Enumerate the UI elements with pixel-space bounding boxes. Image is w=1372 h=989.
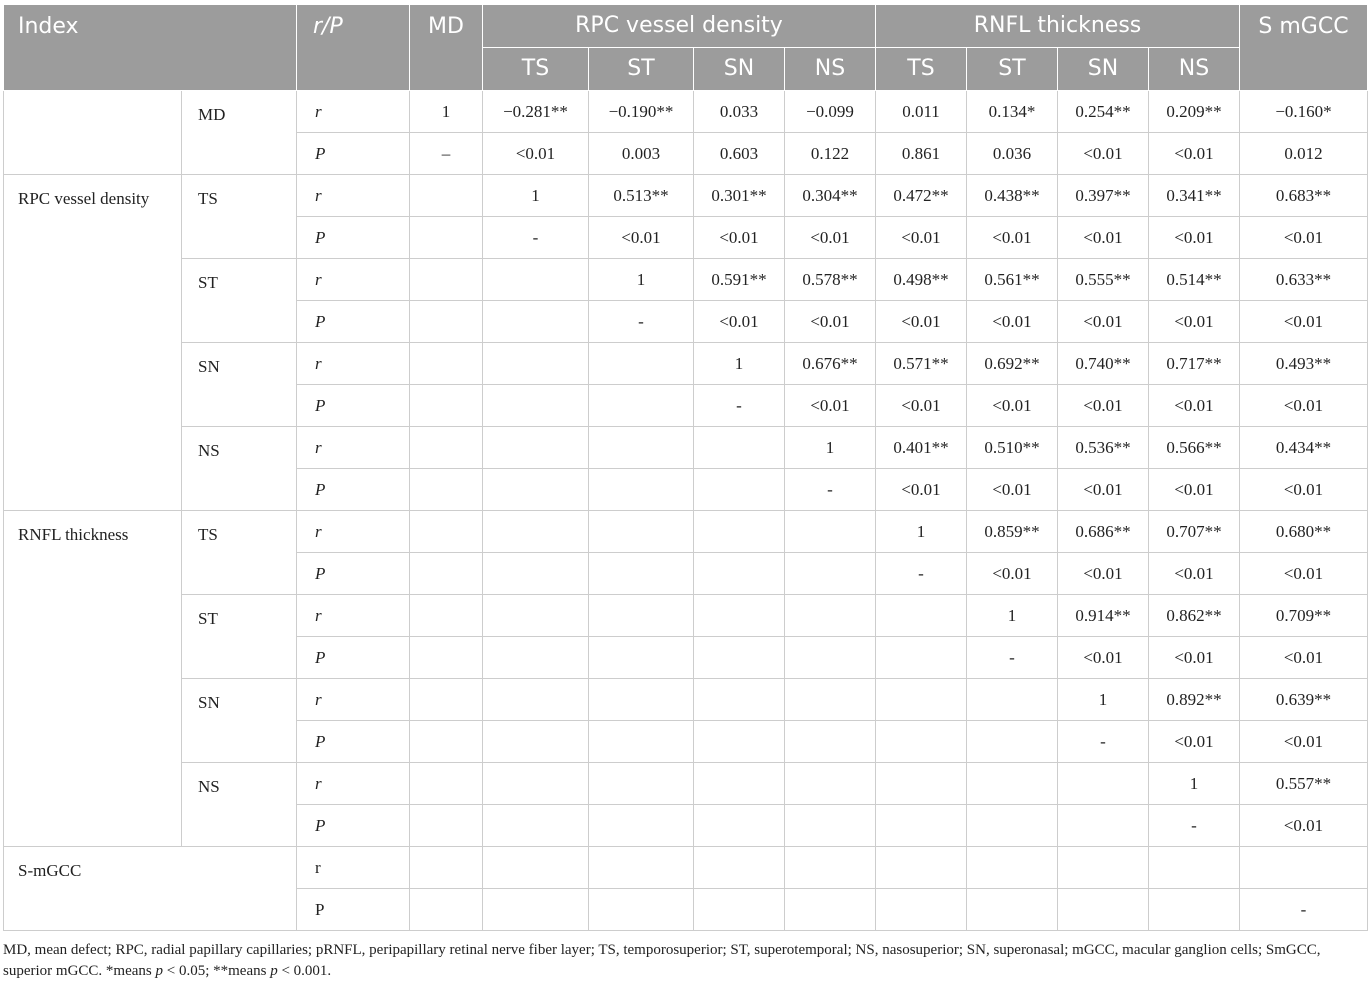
value-cell — [483, 427, 589, 469]
value-cell: 0.033 — [694, 91, 785, 133]
footnote-text: MD, mean defect; RPC, radial papillary capillaries; pRNFL, peripapillary retinal nerve fiber layer; TS, temporosuperior; ST, superotemporal; NS, nasosuperior; SN, superonasal; mGCC, macular ganglion cells; SmGCC, superior mGCC. — [3, 942, 1321, 979]
value-cell: 1 — [785, 427, 876, 469]
stat-label-p: P — [297, 217, 410, 259]
value-cell — [1058, 889, 1149, 931]
header-rpc-sn: SN — [694, 48, 785, 91]
value-cell: - — [589, 301, 694, 343]
header-index: Index — [4, 5, 297, 91]
value-cell — [1058, 847, 1149, 889]
footnote-sig1-suffix: < 0.05; — [163, 963, 214, 979]
value-cell — [483, 553, 589, 595]
value-cell — [410, 721, 483, 763]
subgroup-label: NS — [182, 427, 297, 511]
value-cell: 0.578** — [785, 259, 876, 301]
value-cell: <0.01 — [1240, 469, 1368, 511]
stat-label-r: r — [297, 679, 410, 721]
value-cell — [410, 427, 483, 469]
value-cell: 1 — [876, 511, 967, 553]
header-s-mgcc: S mGCC — [1240, 5, 1368, 91]
value-cell — [589, 595, 694, 637]
value-cell — [876, 847, 967, 889]
value-cell: 1 — [483, 175, 589, 217]
stat-label-p: P — [297, 133, 410, 175]
value-cell — [410, 343, 483, 385]
value-cell: −0.160* — [1240, 91, 1368, 133]
value-cell: <0.01 — [1058, 385, 1149, 427]
value-cell: - — [1240, 889, 1368, 931]
value-cell: <0.01 — [1240, 637, 1368, 679]
value-cell: 0.036 — [967, 133, 1058, 175]
value-cell: 0.676** — [785, 343, 876, 385]
value-cell: <0.01 — [785, 217, 876, 259]
value-cell: 0.892** — [1149, 679, 1240, 721]
value-cell — [694, 763, 785, 805]
value-cell — [967, 679, 1058, 721]
value-cell: 0.686** — [1058, 511, 1149, 553]
stat-label-r: r — [297, 595, 410, 637]
value-cell: <0.01 — [1240, 805, 1368, 847]
value-cell: 0.566** — [1149, 427, 1240, 469]
footnote-sig1-var: p — [155, 963, 163, 979]
value-cell: <0.01 — [694, 301, 785, 343]
value-cell: 0.740** — [1058, 343, 1149, 385]
value-cell — [967, 889, 1058, 931]
value-cell — [589, 637, 694, 679]
value-cell — [589, 511, 694, 553]
value-cell: 0.717** — [1149, 343, 1240, 385]
value-cell: 0.514** — [1149, 259, 1240, 301]
header-rpc-st: ST — [589, 48, 694, 91]
value-cell: 0.557** — [1240, 763, 1368, 805]
value-cell: - — [1149, 805, 1240, 847]
value-cell — [483, 301, 589, 343]
stat-label-r: r — [297, 175, 410, 217]
value-cell: 0.510** — [967, 427, 1058, 469]
value-cell — [785, 637, 876, 679]
value-cell — [694, 679, 785, 721]
value-cell: <0.01 — [967, 301, 1058, 343]
value-cell: <0.01 — [1240, 721, 1368, 763]
value-cell: 1 — [694, 343, 785, 385]
value-cell: - — [785, 469, 876, 511]
value-cell: 0.861 — [876, 133, 967, 175]
value-cell: <0.01 — [967, 217, 1058, 259]
table-row — [4, 511, 1368, 553]
value-cell — [410, 553, 483, 595]
subgroup-label: SN — [182, 679, 297, 763]
value-cell — [876, 679, 967, 721]
stat-label-r: r — [297, 847, 410, 889]
value-cell: 0.633** — [1240, 259, 1368, 301]
value-cell — [785, 679, 876, 721]
value-cell — [694, 847, 785, 889]
footnote-sig2-prefix: **means — [213, 963, 271, 979]
table-row — [4, 91, 1368, 133]
value-cell: <0.01 — [785, 301, 876, 343]
table-body — [4, 91, 1368, 931]
table-row — [4, 595, 1368, 637]
stat-label-r: r — [297, 343, 410, 385]
value-cell: 0.914** — [1058, 595, 1149, 637]
value-cell: 0.555** — [1058, 259, 1149, 301]
stat-label-r: r — [297, 511, 410, 553]
value-cell — [967, 847, 1058, 889]
value-cell — [410, 847, 483, 889]
value-cell — [785, 721, 876, 763]
value-cell: 1 — [410, 91, 483, 133]
value-cell: 0.493** — [1240, 343, 1368, 385]
value-cell — [694, 511, 785, 553]
value-cell: 0.536** — [1058, 427, 1149, 469]
value-cell: 0.397** — [1058, 175, 1149, 217]
value-cell: <0.01 — [589, 217, 694, 259]
header-rnfl-st: ST — [967, 48, 1058, 91]
stat-label-p: P — [297, 805, 410, 847]
stat-label-p: P — [297, 721, 410, 763]
correlation-table — [3, 4, 1368, 931]
value-cell — [967, 763, 1058, 805]
table-row — [4, 427, 1368, 469]
table-footnote — [3, 940, 1367, 982]
value-cell: 0.692** — [967, 343, 1058, 385]
stat-label-p: P — [297, 385, 410, 427]
value-cell: 0.683** — [1240, 175, 1368, 217]
table-row — [4, 679, 1368, 721]
value-cell — [589, 553, 694, 595]
value-cell — [410, 679, 483, 721]
footnote-sig2-var: p — [270, 963, 278, 979]
stat-label-r: r — [297, 427, 410, 469]
value-cell: 0.401** — [876, 427, 967, 469]
value-cell: 0.859** — [967, 511, 1058, 553]
value-cell — [694, 637, 785, 679]
value-cell: 0.498** — [876, 259, 967, 301]
table-row — [4, 847, 1368, 889]
subgroup-label: ST — [182, 595, 297, 679]
value-cell: 0.122 — [785, 133, 876, 175]
value-cell: <0.01 — [1240, 301, 1368, 343]
value-cell: <0.01 — [1240, 553, 1368, 595]
footnote-sig1-prefix: *means — [105, 963, 156, 979]
value-cell — [483, 343, 589, 385]
value-cell — [967, 805, 1058, 847]
value-cell — [876, 763, 967, 805]
value-cell: - — [483, 217, 589, 259]
value-cell: <0.01 — [1058, 637, 1149, 679]
value-cell — [589, 343, 694, 385]
value-cell: <0.01 — [1149, 469, 1240, 511]
value-cell: <0.01 — [1149, 301, 1240, 343]
value-cell — [1149, 847, 1240, 889]
value-cell — [694, 595, 785, 637]
value-cell: <0.01 — [785, 385, 876, 427]
value-cell: <0.01 — [1149, 217, 1240, 259]
value-cell — [410, 217, 483, 259]
value-cell — [483, 847, 589, 889]
value-cell — [410, 637, 483, 679]
value-cell — [785, 889, 876, 931]
stat-label-r: r — [297, 91, 410, 133]
value-cell — [410, 889, 483, 931]
value-cell — [589, 847, 694, 889]
value-cell: <0.01 — [483, 133, 589, 175]
value-cell: 1 — [1058, 679, 1149, 721]
value-cell: - — [1058, 721, 1149, 763]
value-cell: <0.01 — [694, 217, 785, 259]
value-cell — [410, 805, 483, 847]
value-cell: <0.01 — [1149, 385, 1240, 427]
header-rnfl-ns: NS — [1149, 48, 1240, 91]
table-header — [4, 5, 1368, 91]
value-cell — [410, 763, 483, 805]
value-cell: 0.591** — [694, 259, 785, 301]
value-cell: <0.01 — [1149, 721, 1240, 763]
value-cell — [410, 301, 483, 343]
value-cell: - — [876, 553, 967, 595]
value-cell: 0.472** — [876, 175, 967, 217]
value-cell: <0.01 — [1149, 637, 1240, 679]
subgroup-label: MD — [182, 91, 297, 175]
value-cell: <0.01 — [1149, 133, 1240, 175]
value-cell: <0.01 — [1058, 469, 1149, 511]
value-cell — [589, 805, 694, 847]
value-cell — [410, 511, 483, 553]
value-cell — [1058, 805, 1149, 847]
table-row — [4, 175, 1368, 217]
header-rnfl-thickness: RNFL thickness — [876, 5, 1240, 48]
value-cell — [410, 469, 483, 511]
value-cell — [1240, 847, 1368, 889]
stat-label-p: P — [297, 553, 410, 595]
value-cell: 1 — [1149, 763, 1240, 805]
value-cell — [410, 385, 483, 427]
value-cell — [1058, 763, 1149, 805]
stat-label-r: r — [297, 259, 410, 301]
footnote-sig2-suffix: < 0.001. — [277, 963, 332, 979]
value-cell: 0.603 — [694, 133, 785, 175]
table-row — [4, 763, 1368, 805]
value-cell: <0.01 — [1240, 385, 1368, 427]
value-cell — [876, 595, 967, 637]
value-cell — [785, 511, 876, 553]
header-rnfl-sn: SN — [1058, 48, 1149, 91]
value-cell: 0.012 — [1240, 133, 1368, 175]
value-cell — [410, 259, 483, 301]
subgroup-label: ST — [182, 259, 297, 343]
value-cell: 0.862** — [1149, 595, 1240, 637]
value-cell — [483, 595, 589, 637]
group-label: RPC vessel density — [4, 175, 182, 511]
subgroup-label: SN — [182, 343, 297, 427]
value-cell — [483, 469, 589, 511]
value-cell: 0.434** — [1240, 427, 1368, 469]
value-cell — [410, 175, 483, 217]
header-rpc-ns: NS — [785, 48, 876, 91]
stat-label-p: P — [297, 637, 410, 679]
value-cell — [483, 721, 589, 763]
stat-label-p: P — [297, 889, 410, 931]
value-cell: 0.571** — [876, 343, 967, 385]
value-cell: 0.003 — [589, 133, 694, 175]
value-cell: 0.707** — [1149, 511, 1240, 553]
value-cell: <0.01 — [876, 469, 967, 511]
value-cell: 1 — [967, 595, 1058, 637]
value-cell: <0.01 — [1058, 301, 1149, 343]
value-cell — [694, 889, 785, 931]
value-cell — [589, 679, 694, 721]
value-cell: - — [694, 385, 785, 427]
value-cell — [589, 763, 694, 805]
value-cell: 0.134* — [967, 91, 1058, 133]
value-cell: <0.01 — [876, 217, 967, 259]
value-cell: 0.639** — [1240, 679, 1368, 721]
value-cell: – — [410, 133, 483, 175]
value-cell: <0.01 — [967, 385, 1058, 427]
header-md: MD — [410, 5, 483, 91]
value-cell: 1 — [589, 259, 694, 301]
value-cell: −0.099 — [785, 91, 876, 133]
value-cell — [785, 847, 876, 889]
value-cell: 0.209** — [1149, 91, 1240, 133]
value-cell: <0.01 — [1058, 133, 1149, 175]
value-cell — [483, 679, 589, 721]
subgroup-label: TS — [182, 511, 297, 595]
value-cell — [483, 805, 589, 847]
subgroup-label: NS — [182, 763, 297, 847]
value-cell: <0.01 — [967, 469, 1058, 511]
value-cell — [589, 469, 694, 511]
header-rpc-vessel-density: RPC vessel density — [483, 5, 876, 48]
value-cell — [876, 805, 967, 847]
value-cell: <0.01 — [1058, 217, 1149, 259]
value-cell — [483, 889, 589, 931]
value-cell — [694, 721, 785, 763]
correlation-table-container — [3, 4, 1368, 931]
value-cell: 0.709** — [1240, 595, 1368, 637]
header-r-p: r/P — [297, 5, 410, 91]
table-row — [4, 343, 1368, 385]
value-cell: 0.341** — [1149, 175, 1240, 217]
header-rpc-ts: TS — [483, 48, 589, 91]
value-cell — [1149, 889, 1240, 931]
value-cell: 0.011 — [876, 91, 967, 133]
value-cell: - — [967, 637, 1058, 679]
value-cell: −0.281** — [483, 91, 589, 133]
value-cell — [876, 889, 967, 931]
value-cell — [785, 595, 876, 637]
value-cell — [410, 595, 483, 637]
value-cell: 0.513** — [589, 175, 694, 217]
value-cell — [876, 721, 967, 763]
value-cell — [483, 763, 589, 805]
value-cell — [589, 385, 694, 427]
subgroup-label: TS — [182, 175, 297, 259]
value-cell — [694, 469, 785, 511]
value-cell — [785, 805, 876, 847]
value-cell: <0.01 — [1149, 553, 1240, 595]
value-cell — [876, 637, 967, 679]
value-cell: 0.438** — [967, 175, 1058, 217]
value-cell — [483, 259, 589, 301]
value-cell: <0.01 — [1240, 217, 1368, 259]
value-cell — [483, 385, 589, 427]
value-cell: 0.301** — [694, 175, 785, 217]
group-label: S-mGCC — [4, 847, 297, 931]
value-cell — [694, 553, 785, 595]
table-row — [4, 259, 1368, 301]
value-cell: 0.680** — [1240, 511, 1368, 553]
stat-label-p: P — [297, 469, 410, 511]
value-cell — [967, 721, 1058, 763]
value-cell: <0.01 — [876, 385, 967, 427]
value-cell — [694, 805, 785, 847]
value-cell — [483, 637, 589, 679]
value-cell: 0.561** — [967, 259, 1058, 301]
value-cell — [589, 721, 694, 763]
stat-label-r: r — [297, 763, 410, 805]
value-cell — [589, 889, 694, 931]
group-label: RNFL thickness — [4, 511, 182, 847]
value-cell — [589, 427, 694, 469]
value-cell: <0.01 — [876, 301, 967, 343]
value-cell — [483, 511, 589, 553]
value-cell — [694, 427, 785, 469]
group-label — [4, 91, 182, 175]
value-cell: <0.01 — [1058, 553, 1149, 595]
value-cell: 0.254** — [1058, 91, 1149, 133]
value-cell: <0.01 — [967, 553, 1058, 595]
stat-label-p: P — [297, 301, 410, 343]
value-cell — [785, 763, 876, 805]
value-cell: 0.304** — [785, 175, 876, 217]
value-cell — [785, 553, 876, 595]
header-rnfl-ts: TS — [876, 48, 967, 91]
value-cell: −0.190** — [589, 91, 694, 133]
